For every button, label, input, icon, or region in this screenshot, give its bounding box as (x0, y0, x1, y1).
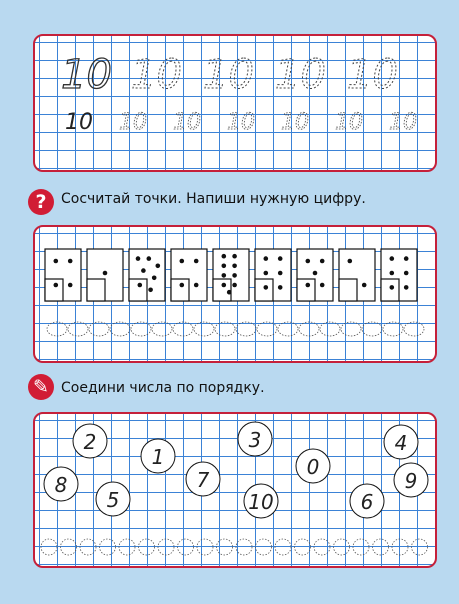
count-dot (306, 283, 311, 288)
dot-card (339, 249, 375, 301)
trace-circle (412, 539, 428, 555)
big-ten-solid (61, 52, 112, 98)
answer-box[interactable] (171, 279, 189, 301)
answer-box[interactable] (87, 279, 105, 301)
tracing-svg (35, 36, 437, 172)
count-dot (348, 259, 353, 264)
connect-instruction: Соедини числа по порядку. (61, 380, 265, 396)
count-dot (362, 283, 367, 288)
answer-box[interactable] (213, 279, 231, 301)
circle-number: 2 (83, 430, 97, 454)
count-dot (136, 256, 141, 261)
count-dot (222, 273, 227, 278)
number-circle[interactable] (73, 424, 107, 458)
circle-number: 8 (54, 473, 68, 497)
dot-card (129, 249, 165, 301)
big-digit-sample: 10 (61, 52, 112, 98)
answer-box[interactable] (339, 279, 357, 301)
count-dot (194, 259, 199, 264)
trace-circle (256, 539, 272, 555)
count-dot (180, 259, 185, 264)
trace-oval (278, 322, 298, 336)
number-circle[interactable] (296, 449, 330, 483)
trace-circle (61, 539, 77, 555)
dot-card (45, 249, 81, 301)
number-circle[interactable] (96, 482, 130, 516)
big-digit-trace: 10 (275, 52, 326, 98)
dot-card (213, 249, 249, 301)
trace-circle (236, 539, 252, 555)
count-dot (68, 283, 73, 288)
answer-box[interactable] (381, 279, 399, 301)
trace-circle (353, 539, 369, 555)
count-dot (68, 259, 73, 264)
trace-circle (100, 539, 116, 555)
count-dot (390, 256, 395, 261)
number-circle[interactable] (141, 439, 175, 473)
big-digit-trace: 10 (203, 52, 254, 98)
dot-card (297, 249, 333, 301)
small-digit-trace: 10 (281, 110, 309, 135)
dot-card (171, 249, 207, 301)
count-dot (141, 268, 146, 273)
count-dot (278, 256, 283, 261)
circle-number: 6 (360, 490, 374, 514)
circle-number: 9 (404, 469, 418, 493)
count-dots-panel (33, 225, 437, 363)
count-dot (152, 276, 157, 281)
trace-oval (257, 322, 277, 336)
circle-number: 0 (306, 455, 320, 479)
number-circle[interactable] (394, 463, 428, 497)
count-dot (232, 283, 237, 288)
small-digit-trace: 10 (389, 110, 417, 135)
trace-oval (341, 322, 361, 336)
connect-numbers-panel (33, 412, 437, 568)
small-digit-sample: 10 (65, 110, 93, 135)
trace-oval (89, 322, 109, 336)
number-circle[interactable] (238, 422, 272, 456)
count-dot (313, 271, 318, 276)
trace-circle (119, 539, 135, 555)
trace-oval (131, 322, 151, 336)
count-dot (227, 290, 232, 295)
big-ten-dotted (131, 52, 398, 98)
trace-oval (215, 322, 235, 336)
trace-oval (173, 322, 193, 336)
trace-circle (197, 539, 213, 555)
circle-number: 10 (248, 490, 274, 514)
count-dot (390, 285, 395, 290)
count-dot (222, 264, 227, 269)
count-dot (306, 259, 311, 264)
count-dot (54, 259, 59, 264)
trace-oval (383, 322, 403, 336)
pencil-icon: ✎ (28, 374, 54, 400)
trace-oval (152, 322, 172, 336)
trace-circle (275, 539, 291, 555)
count-dot (232, 254, 237, 259)
circle-number: 5 (106, 488, 120, 512)
question-icon: ? (28, 189, 54, 215)
trace-circle (158, 539, 174, 555)
circles-svg (35, 414, 437, 568)
count-dot (54, 283, 59, 288)
number-circle[interactable] (44, 467, 78, 501)
trace-circle (217, 539, 233, 555)
trace-oval (362, 322, 382, 336)
answer-box[interactable] (297, 279, 315, 301)
small-digit-trace: 10 (173, 110, 201, 135)
trace-circle (314, 539, 330, 555)
big-digit-trace: 10 (347, 52, 398, 98)
count-dot (404, 256, 409, 261)
answer-box[interactable] (255, 279, 273, 301)
small-ten-row (65, 110, 417, 135)
trace-circle (41, 539, 57, 555)
tracing-panel-ten (33, 34, 437, 172)
dot-card (255, 249, 291, 301)
dot-card (381, 249, 417, 301)
count-dot (390, 271, 395, 276)
count-dot (278, 271, 283, 276)
circle-number: 1 (151, 445, 165, 469)
count-dot (232, 264, 237, 269)
trace-oval (110, 322, 130, 336)
trace-oval (320, 322, 340, 336)
count-dot (264, 256, 269, 261)
count-dot (222, 283, 227, 288)
circle-number: 4 (394, 431, 408, 455)
small-digit-trace: 10 (227, 110, 255, 135)
trace-circle (80, 539, 96, 555)
big-digit-trace: 10 (131, 52, 182, 98)
trace-oval (194, 322, 214, 336)
trace-oval (404, 322, 424, 336)
trace-circle (295, 539, 311, 555)
count-dot (138, 283, 143, 288)
trace-circle (334, 539, 350, 555)
dot-card (87, 249, 123, 301)
count-instruction: Сосчитай точки. Напиши нужную цифру. (61, 191, 366, 207)
small-digit-trace: 10 (119, 110, 147, 135)
number-circle[interactable] (350, 484, 384, 518)
count-dot (232, 273, 237, 278)
count-dot (264, 285, 269, 290)
count-dot (194, 283, 199, 288)
circle-number: 3 (248, 428, 262, 452)
count-dot (320, 283, 325, 288)
number-circle[interactable] (384, 425, 418, 459)
trace-oval (299, 322, 319, 336)
trace-oval (47, 322, 67, 336)
count-dot (264, 271, 269, 276)
count-dot (278, 285, 283, 290)
trace-circle (178, 539, 194, 555)
number-circle[interactable] (244, 484, 278, 518)
answer-box[interactable] (129, 279, 147, 301)
count-dot (180, 283, 185, 288)
answer-box[interactable] (45, 279, 63, 301)
count-dot (103, 271, 108, 276)
count-dot (404, 271, 409, 276)
count-dot (320, 259, 325, 264)
dice-svg (35, 227, 437, 363)
small-digit-trace: 10 (335, 110, 363, 135)
trace-oval (68, 322, 88, 336)
trace-circle (392, 539, 408, 555)
number-circle[interactable] (186, 462, 220, 496)
count-dot (148, 288, 153, 293)
trace-oval (236, 322, 256, 336)
count-dot (156, 264, 161, 269)
trace-circle (373, 539, 389, 555)
circle-number: 7 (196, 468, 210, 492)
count-dot (222, 254, 227, 259)
count-dot (404, 285, 409, 290)
trace-circle (139, 539, 155, 555)
count-dot (147, 256, 152, 261)
